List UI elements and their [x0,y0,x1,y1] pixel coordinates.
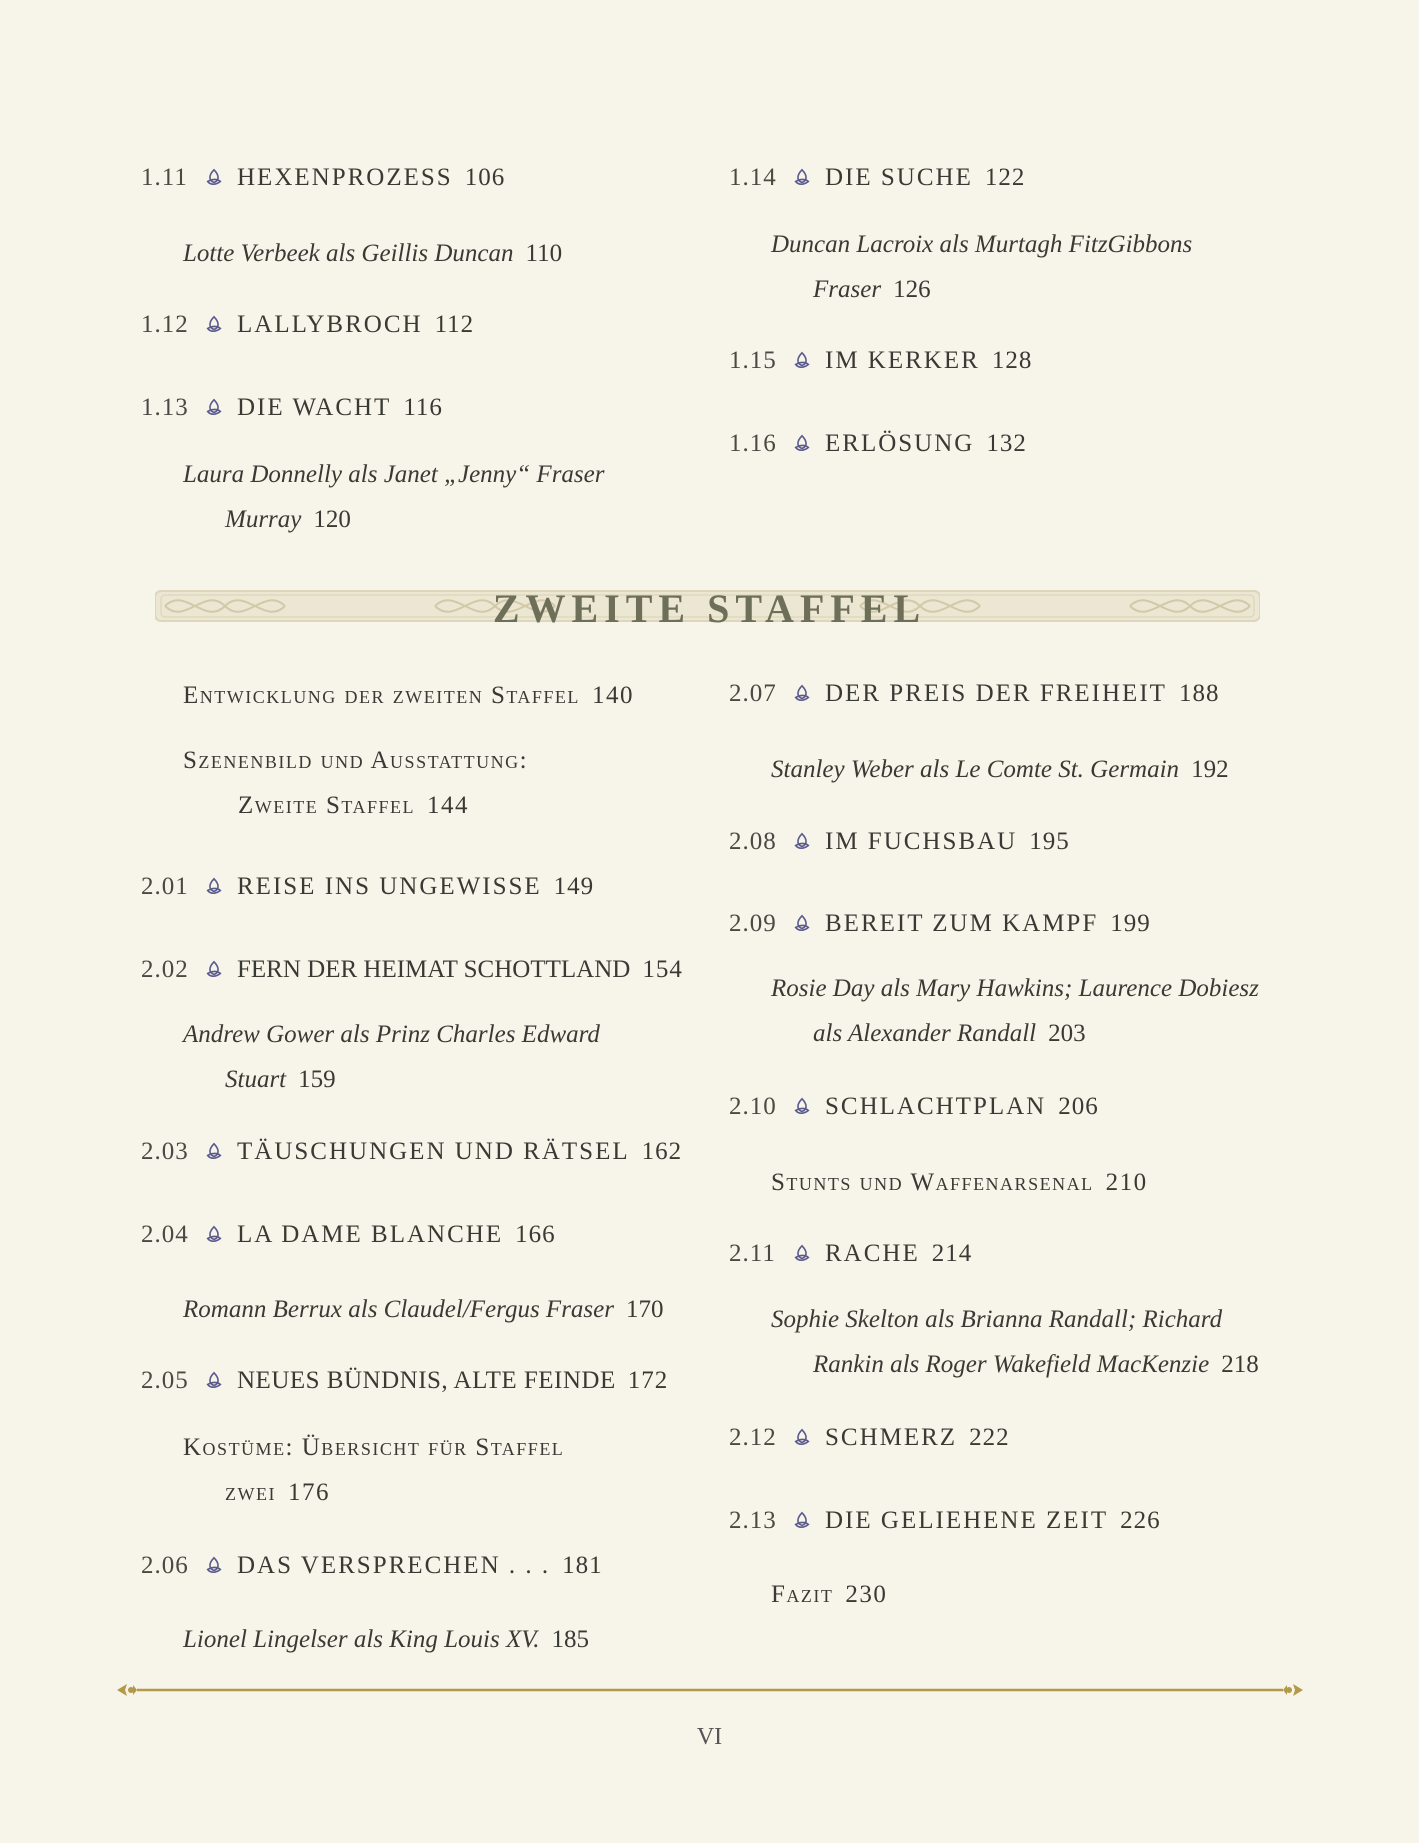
page-number: 120 [313,506,351,533]
toc-entry-2-13 [729,1507,1161,1535]
page-number: 218 [1221,1351,1259,1378]
page-number: 206 [1058,1093,1099,1120]
fleur-de-lis-icon [117,1684,137,1696]
celtic-knot-icon [205,168,223,186]
subentry-text: Lionel Lingelser als King Louis XV. [183,1626,540,1653]
celtic-knot-icon [793,351,811,369]
entry-number: 2.13 [729,1507,777,1534]
feature-text: Szenenbild und Ausstattung: [183,747,529,774]
entry-title: TÄUSCHUNGEN UND RÄTSEL [237,1138,630,1165]
subentry-text: Rosie Day als Mary Hawkins; Laurence Dobiesz [771,975,1259,1002]
subentry-text: Andrew Gower als Prinz Charles Edward [183,1021,600,1048]
page-number: 226 [1120,1507,1161,1534]
entry-title: DAS VERSPRECHEN . . . [237,1552,551,1579]
toc-feature-entry [771,1572,887,1617]
page-number: 222 [969,1424,1010,1451]
page-number: 159 [298,1066,336,1093]
page-number: 176 [287,1479,330,1506]
celtic-knot-icon [793,684,811,702]
feature-text: Fazit [771,1581,834,1608]
celtic-knot-icon [793,168,811,186]
toc-subentry [183,1287,663,1332]
page-number: 144 [426,792,469,819]
page-number: 149 [553,873,595,900]
entry-number: 2.09 [729,910,777,937]
entry-number: 2.03 [141,1138,189,1165]
entry-number: 2.02 [141,956,189,983]
page-number: 166 [515,1221,556,1248]
page-number: 170 [625,1296,664,1323]
celtic-knot-icon [793,1244,811,1262]
entry-title: SCHMERZ [825,1424,958,1451]
page-number: 116 [403,394,443,421]
entry-title: DIE GELIEHENE ZEIT [825,1507,1109,1534]
entry-number: 2.11 [729,1240,776,1267]
celtic-knot-icon [793,832,811,850]
celtic-knot-icon [205,877,223,895]
subentry-text: Romann Berrux als Claudel/Fergus Fraser [183,1296,614,1323]
toc-subentry [771,966,1259,1056]
entry-number: 1.12 [141,311,189,338]
feature-text: Stunts und Waffenarsenal [771,1169,1094,1196]
entry-number: 2.10 [729,1093,777,1120]
celtic-knot-icon [205,1371,223,1389]
page-number: 162 [641,1138,683,1165]
feature-text-line2: zwei [225,1479,276,1506]
toc-subentry [183,231,562,276]
celtic-knot-icon [205,1142,223,1160]
toc-entry-2-10 [729,1093,1099,1121]
entry-title: LA DAME BLANCHE [237,1221,504,1248]
entry-title: DIE SUCHE [825,164,973,191]
toc-entry-2-12 [729,1424,1010,1452]
page-number: 172 [627,1367,669,1394]
toc-entry-2-03 [141,1138,682,1166]
toc-entry-1-14 [729,164,1025,192]
toc-entry-1-11 [141,164,505,192]
entry-number: 2.12 [729,1424,777,1451]
toc-entry-2-11 [729,1240,972,1268]
entry-number: 2.01 [141,873,189,900]
toc-feature-entry [771,1160,1148,1205]
toc-entry-2-02 [141,956,683,984]
toc-entry-1-15 [729,347,1032,375]
page-number: 112 [434,311,475,338]
toc-entry-1-13 [141,394,443,422]
entry-title: SCHLACHTPLAN [825,1093,1047,1120]
page-number: 140 [591,682,634,709]
entry-title: NEUES BÜNDNIS, ALTE FEINDE [237,1367,616,1394]
toc-entry-1-16 [729,430,1027,458]
subentry-text: Laura Donnelly als Janet „Jenny“ Fraser [183,461,605,488]
toc-subentry [771,1297,1259,1387]
celtic-knot-icon [793,1097,811,1115]
page-number: 214 [931,1240,973,1267]
toc-entry-2-01 [141,873,594,901]
feature-text: Entwicklung der zweiten Staffel [183,682,580,709]
entry-title: IM FUCHSBAU [825,828,1018,855]
entry-title: BEREIT ZUM KAMPF [825,910,1099,937]
entry-title: DIE WACHT [237,394,392,421]
subentry-text: Lotte Verbeek als Geillis Duncan [183,240,514,267]
page-number: 132 [986,430,1027,457]
page-number: 192 [1191,756,1229,783]
subentry-text-line2: Rankin als Roger Wakefield MacKenzie [813,1351,1210,1378]
celtic-knot-icon [205,315,223,333]
entry-number: 1.15 [729,347,777,374]
entry-title: REISE INS UNGEWISSE [237,873,542,900]
toc-subentry [183,1012,600,1102]
toc-entry-2-06 [141,1552,603,1580]
entry-title: FERN DER HEIMAT SCHOTTLAND [237,956,631,983]
entry-number: 2.06 [141,1552,189,1579]
subentry-text: Sophie Skelton als Brianna Randall; Richard [771,1306,1223,1333]
page-number: 203 [1048,1020,1086,1047]
page-number: 188 [1178,680,1220,707]
toc-subentry [183,1617,589,1662]
page-number: 210 [1105,1169,1148,1196]
celtic-knot-icon [205,398,223,416]
toc-feature-entry [183,1425,564,1515]
ornamental-rule [115,1680,1305,1700]
entry-title: LALLYBROCH [237,311,423,338]
page-number: 185 [551,1626,590,1653]
page-number: 154 [642,956,683,983]
toc-feature-entry [183,673,634,718]
celtic-knot-icon [793,1511,811,1529]
subentry-text: Duncan Lacroix als Murtagh FitzGibbons [771,231,1193,258]
toc-entry-2-07 [729,680,1219,708]
subentry-text-line2: Fraser [813,276,882,303]
celtic-knot-icon [205,960,223,978]
page-number: 199 [1110,910,1151,937]
toc-subentry [771,222,1192,312]
toc-entry-2-04 [141,1221,556,1249]
page-folio: VI [696,1724,723,1750]
page-number: 106 [464,164,506,191]
entry-title: RACHE [825,1240,920,1267]
celtic-knot-icon [793,914,811,932]
subentry-text-line2: Murray [225,506,302,533]
subentry-text-line2: Stuart [225,1066,287,1093]
entry-number: 2.05 [141,1367,189,1394]
toc-entry-2-08 [729,828,1070,856]
toc-feature-entry [183,738,528,828]
toc-entry-2-05 [141,1367,668,1395]
entry-number: 2.07 [729,680,777,707]
entry-number: 1.13 [141,394,189,421]
entry-number: 2.08 [729,828,777,855]
page-number: 126 [893,276,931,303]
toc-entry-2-09 [729,910,1151,938]
celtic-knot-icon [205,1556,223,1574]
toc-subentry [771,747,1229,792]
page-number: 195 [1029,828,1070,855]
fleur-de-lis-icon [1283,1684,1303,1696]
page-number: 110 [525,240,563,267]
entry-number: 2.04 [141,1221,189,1248]
entry-title: DER PREIS DER FREIHEIT [825,680,1167,707]
feature-text-line2: Zweite Staffel [238,792,415,819]
feature-text: Kostüme: Übersicht für Staffel [183,1434,565,1461]
entry-title: HEXENPROZESS [237,164,453,191]
celtic-knot-icon [793,1428,811,1446]
page-number: 122 [984,164,1026,191]
toc-subentry [183,452,604,542]
subentry-text-line2: als Alexander Randall [813,1020,1037,1047]
page-number: 230 [845,1581,888,1608]
page-number: 181 [562,1552,603,1579]
entry-number: 1.14 [729,164,777,191]
celtic-knot-icon [793,434,811,452]
entry-title: ERLÖSUNG [825,430,975,457]
celtic-knot-icon [205,1225,223,1243]
entry-number: 1.16 [729,430,777,457]
subentry-text: Stanley Weber als Le Comte St. Germain [771,756,1180,783]
section-title: ZWEITE STAFFEL [492,586,927,631]
toc-entry-1-12 [141,311,474,339]
page-number: 128 [991,347,1033,374]
entry-number: 1.11 [141,164,188,191]
entry-title: IM KERKER [825,347,980,374]
